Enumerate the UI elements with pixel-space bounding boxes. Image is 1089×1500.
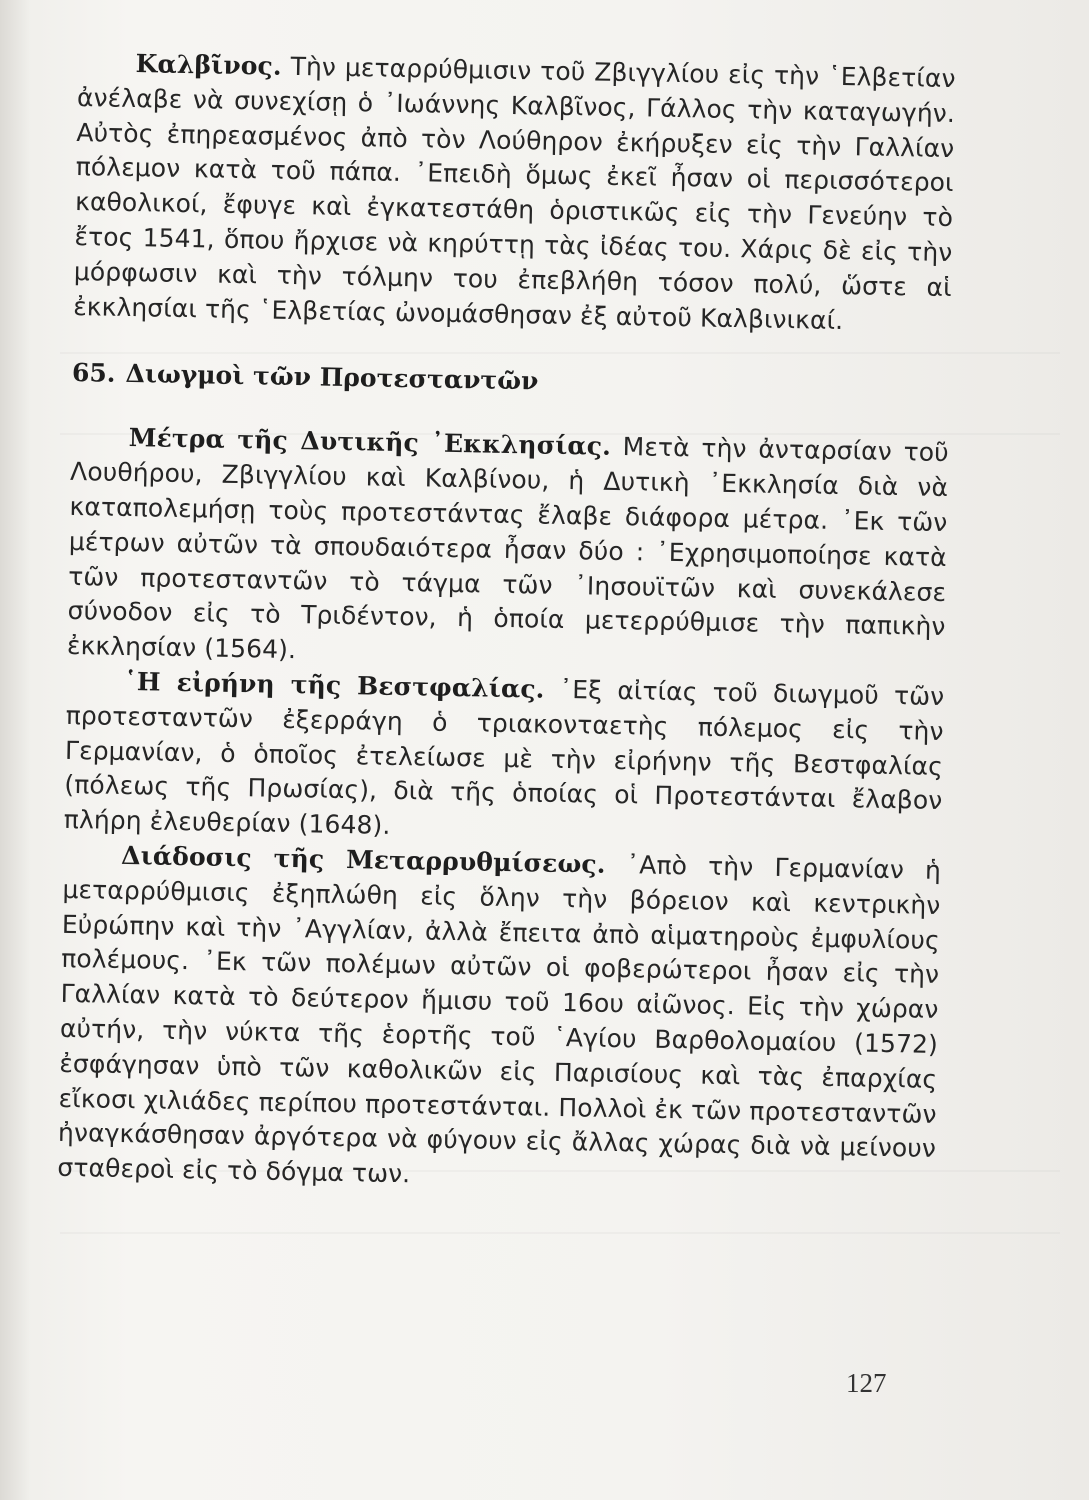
page-edge-shadow (0, 0, 30, 1500)
paragraph-spread (57, 838, 941, 1202)
section-title: Διωγμοὶ τῶν Προτεσταντῶν (125, 359, 539, 396)
section-heading (72, 356, 950, 406)
section-number: 65. (71, 358, 116, 389)
paragraph-text: ᾿Εξ αἰτίας τοῦ διωγμοῦ τῶν προτεσταντῶν ἐξερράγη ὁ τριακονταετὴς πόλεμος εἰς τὴν Γερμανίαν, ὁ ὁποῖος ἐτελείωσε μὲ τὴν εἰρήνην τῆς Βεστφαλίας (πόλεως τῆς Πρωσίας), διὰ τῆς ὁποίας οἱ Προτεστάνται ἔλαβον πλήρη ἐλευθερίαν (1648). (63, 674, 945, 840)
paragraph-text: Μετὰ τὴν ἀνταρσίαν τοῦ Λουθήρου, Ζβιγγλίου καὶ Καλβίνου, ἡ Δυτικὴ ᾿Εκκλησία διὰ νὰ καταπολεμήσῃ τοὺς προτεστάντας ἔλαβε διάφορα μέτρα. ᾿Εκ τῶν μέτρων αὐτῶν τὰ σπουδαιότερα ἦσαν δύο : ᾿Εχρησιμοποίησε κατὰ τῶν προτεσταντῶν τὸ τάγμα τῶν ᾿Ιησουϊτῶν καὶ συνεκάλεσε σύνοδον εἰς τὸ Τριδέντον, ἡ ὁποία μετερρύθμισε τὴν παπικὴν ἐκκλησίαν (1564). (66, 432, 949, 665)
paragraph-lead: Καλβῖνος. (135, 49, 282, 81)
paragraph-calvin (73, 46, 956, 340)
page-text-block (57, 46, 956, 1202)
paragraph-text: ᾿Απὸ τὴν Γερμανίαν ἡ μεταρρύθμισις ἐξηπλώθη εἰς ὅλην τὴν βόρειον καὶ κεντρικὴν Εὐρώπην καὶ τὴν ᾿Αγγλίαν, ἀλλὰ ἔπειτα ἀπὸ αἱματηροὺς ἐμφυλίους πολέμους. ᾿Εκ τῶν πολέμων αὐτῶν οἱ φοβερώτεροι ἦσαν εἰς τὴν Γαλλίαν κατὰ τὸ δεύτερον ἥμισυ τοῦ 16ου αἰῶνος. Εἰς τὴν χώραν αὐτήν, τὴν νύκτα τῆς ἑορτῆς τοῦ ῾Αγίου Βαρθολομαίου (1572) ἐσφάγησαν ὑπὸ τῶν καθολικῶν εἰς Παρισίους καὶ τὰς ἐπαρχίας εἴκοσι χιλιάδες περίπου προτεστάνται. Πολλοὶ ἐκ τῶν προτεσταντῶν ἠναγκάσθησαν ἀργότερα νὰ φύγουν εἰς ἄλλας χώρας διὰ νὰ μείνουν σταθεροὶ εἰς τὸ δόγμα των. (57, 849, 942, 1189)
paragraph-lead: Διάδοσις τῆς Μεταρρυθμίσεως. (120, 840, 606, 879)
paragraph-westphalia (63, 664, 944, 854)
paragraph-measures (67, 420, 949, 680)
paragraph-text: Τὴν μεταρρύθμισιν τοῦ Ζβιγγλίου εἰς τὴν ῾Ελβετίαν ἀνέλαβε νὰ συνεχίσῃ ὁ ᾿Ιωάννης Καλβῖνος, Γάλλος τὴν καταγωγήν. Αὐτὸς ἐπηρεασμένος ἀπὸ τὸν Λούθηρον ἐκήρυξεν εἰς τὴν Γαλλίαν πόλεμον κατὰ τοῦ πάπα. ᾿Επειδὴ ὅμως ἐκεῖ ἦσαν οἱ περισσότεροι καθολικοί, ἔφυγε καὶ ἐγκατεστάθη ὁριστικῶς εἰς τὴν Γενεύην τὸ ἔτος 1541, ὅπου ἤρχισε νὰ κηρύττῃ τὰς ἰδέας του. Χάρις δὲ εἰς τὴν μόρφωσιν καὶ τὴν τόλμην του ἐπεβλήθη τόσον πολύ, ὥστε αἱ ἐκκλησίαι τῆς ῾Ελβετίας ὠνομάσθησαν ἐξ αὐτοῦ Καλβινικαί. (72, 51, 956, 335)
paragraph-lead: Μέτρα τῆς Δυτικῆς ᾿Εκκλησίας. (128, 423, 612, 462)
page-number: 127 (846, 1368, 887, 1398)
bleed-through-line (60, 1232, 1060, 1234)
paragraph-lead: ῾Η εἰρήνη τῆς Βεστφαλίας. (124, 666, 545, 704)
